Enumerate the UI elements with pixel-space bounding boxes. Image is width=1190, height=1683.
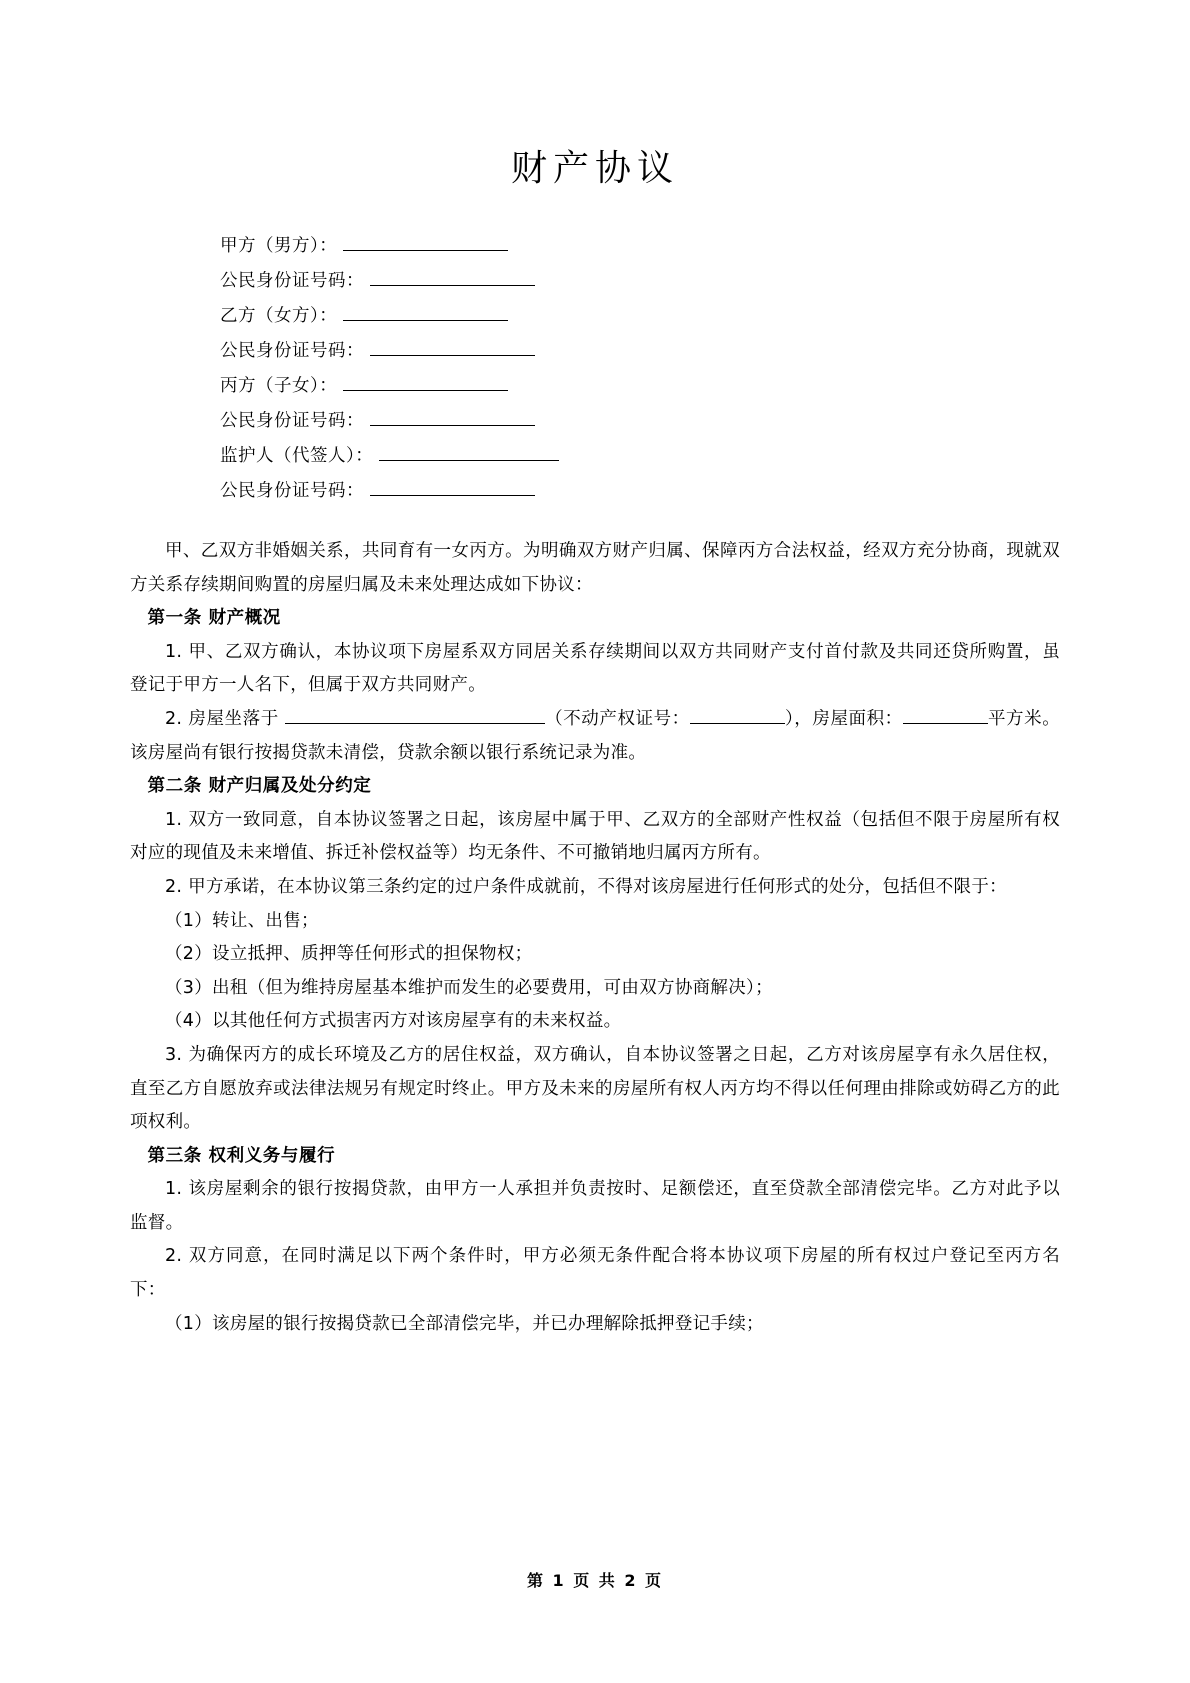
party-line-jiafang-id <box>220 264 1060 299</box>
party-label: 公民身份证号码： <box>220 481 364 501</box>
party-blank-field[interactable] <box>370 478 535 497</box>
property-area-blank[interactable] <box>903 705 988 724</box>
s1-item2-part-a: 2. 房屋坐落于 <box>165 708 279 729</box>
party-label: 公民身份证号码： <box>220 411 364 431</box>
s1-item2-part-b: （不动产权证号： <box>544 708 690 729</box>
s1-item2-part-d: 平方米。该房屋尚有银行按揭贷款未清偿，贷款余额以银行系统记录为准。 <box>130 708 1060 763</box>
section2-item-2-sub-3: （3）出租（但为维持房屋基本维护而发生的必要费用，可由双方协商解决）； <box>165 977 773 998</box>
section2-item-2-sub-4: （4）以其他任何方式损害丙方对该房屋享有的未来权益。 <box>165 1011 622 1032</box>
page-title: 财产协议 <box>510 148 679 189</box>
party-information-block <box>220 229 1060 509</box>
section2-item-2-sub-1: （1）转让、出售； <box>165 910 319 931</box>
preamble-paragraph: 甲、乙双方非婚姻关系，共同育有一女丙方。为明确双方财产归属、保障丙方合法权益，经双方充分协商，现就双方关系存续期间购置的房屋归属及未来处理达成如下协议： <box>130 541 1060 595</box>
party-line-jiafang <box>220 229 1060 264</box>
party-label: 乙方（女方）： <box>220 306 338 326</box>
section-heading-2: 第二条 财产归属及处分约定 <box>147 776 372 797</box>
party-label: 丙方（子女）： <box>220 376 338 396</box>
party-blank-field[interactable] <box>370 338 535 357</box>
section1-item-2 <box>130 703 1060 770</box>
section2-item-2: 2. 甲方承诺，在本协议第三条约定的过户条件成就前，不得对该房屋进行任何形式的处分，包括但不限于： <box>165 876 1007 897</box>
section2-item-2-sub-2: （2）设立抵押、质押等任何形式的担保物权； <box>165 944 533 965</box>
party-blank-field[interactable] <box>370 408 535 427</box>
party-label: 监护人（代签人）： <box>220 446 374 466</box>
s1-item2-part-c: ），房屋面积： <box>784 708 903 729</box>
party-blank-field[interactable] <box>379 443 559 462</box>
section-heading-1: 第一条 财产概况 <box>147 608 281 629</box>
party-line-bingfang-id <box>220 404 1060 439</box>
party-line-guardian-id <box>220 474 1060 509</box>
section-heading-3: 第三条 权利义务与履行 <box>147 1145 336 1166</box>
section3-item-2-sub-1: （1）该房屋的银行按揭贷款已全部清偿完毕，并已办理解除抵押登记手续； <box>165 1313 764 1334</box>
section1-item-1: 1. 甲、乙双方确认，本协议项下房屋系双方同居关系存续期间以双方共同财产支付首付款及共同还贷所购置，虽登记于甲方一人名下，但属于双方共同财产。 <box>130 641 1060 696</box>
property-certificate-blank[interactable] <box>690 705 785 724</box>
property-address-blank[interactable] <box>285 705 545 724</box>
party-label: 甲方（男方）： <box>220 236 338 256</box>
party-blank-field[interactable] <box>370 268 535 287</box>
party-label: 公民身份证号码： <box>220 271 364 291</box>
party-blank-field[interactable] <box>343 303 508 322</box>
party-blank-field[interactable] <box>343 233 508 252</box>
page-footer: 第 1 页 共 2 页 <box>526 1571 664 1590</box>
party-label: 公民身份证号码： <box>220 341 364 361</box>
section2-item-3: 3. 为确保丙方的成长环境及乙方的居住权益，双方确认，自本协议签署之日起，乙方对该房屋享有永久居住权，直至乙方自愿放弃或法律法规另有规定时终止。甲方及未来的房屋所有权人丙方均不得以任何理由排除或妨碍乙方的此项权利。 <box>130 1044 1060 1133</box>
party-line-bingfang <box>220 369 1060 404</box>
party-line-guardian <box>220 439 1060 474</box>
section3-item-2: 2. 双方同意，在同时满足以下两个条件时，甲方必须无条件配合将本协议项下房屋的所有权过户登记至丙方名下： <box>130 1246 1060 1301</box>
party-line-yifang <box>220 299 1060 334</box>
party-blank-field[interactable] <box>343 373 508 392</box>
section2-item-1: 1. 双方一致同意，自本协议签署之日起，该房屋中属于甲、乙双方的全部财产性权益（包括但不限于房屋所有权对应的现值及未来增值、拆迁补偿权益等）均无条件、不可撤销地归属丙方所有。 <box>130 809 1060 864</box>
section3-item-1: 1. 该房屋剩余的银行按揭贷款，由甲方一人承担并负责按时、足额偿还，直至贷款全部清偿完毕。乙方对此予以监督。 <box>130 1179 1060 1233</box>
party-line-yifang-id <box>220 334 1060 369</box>
